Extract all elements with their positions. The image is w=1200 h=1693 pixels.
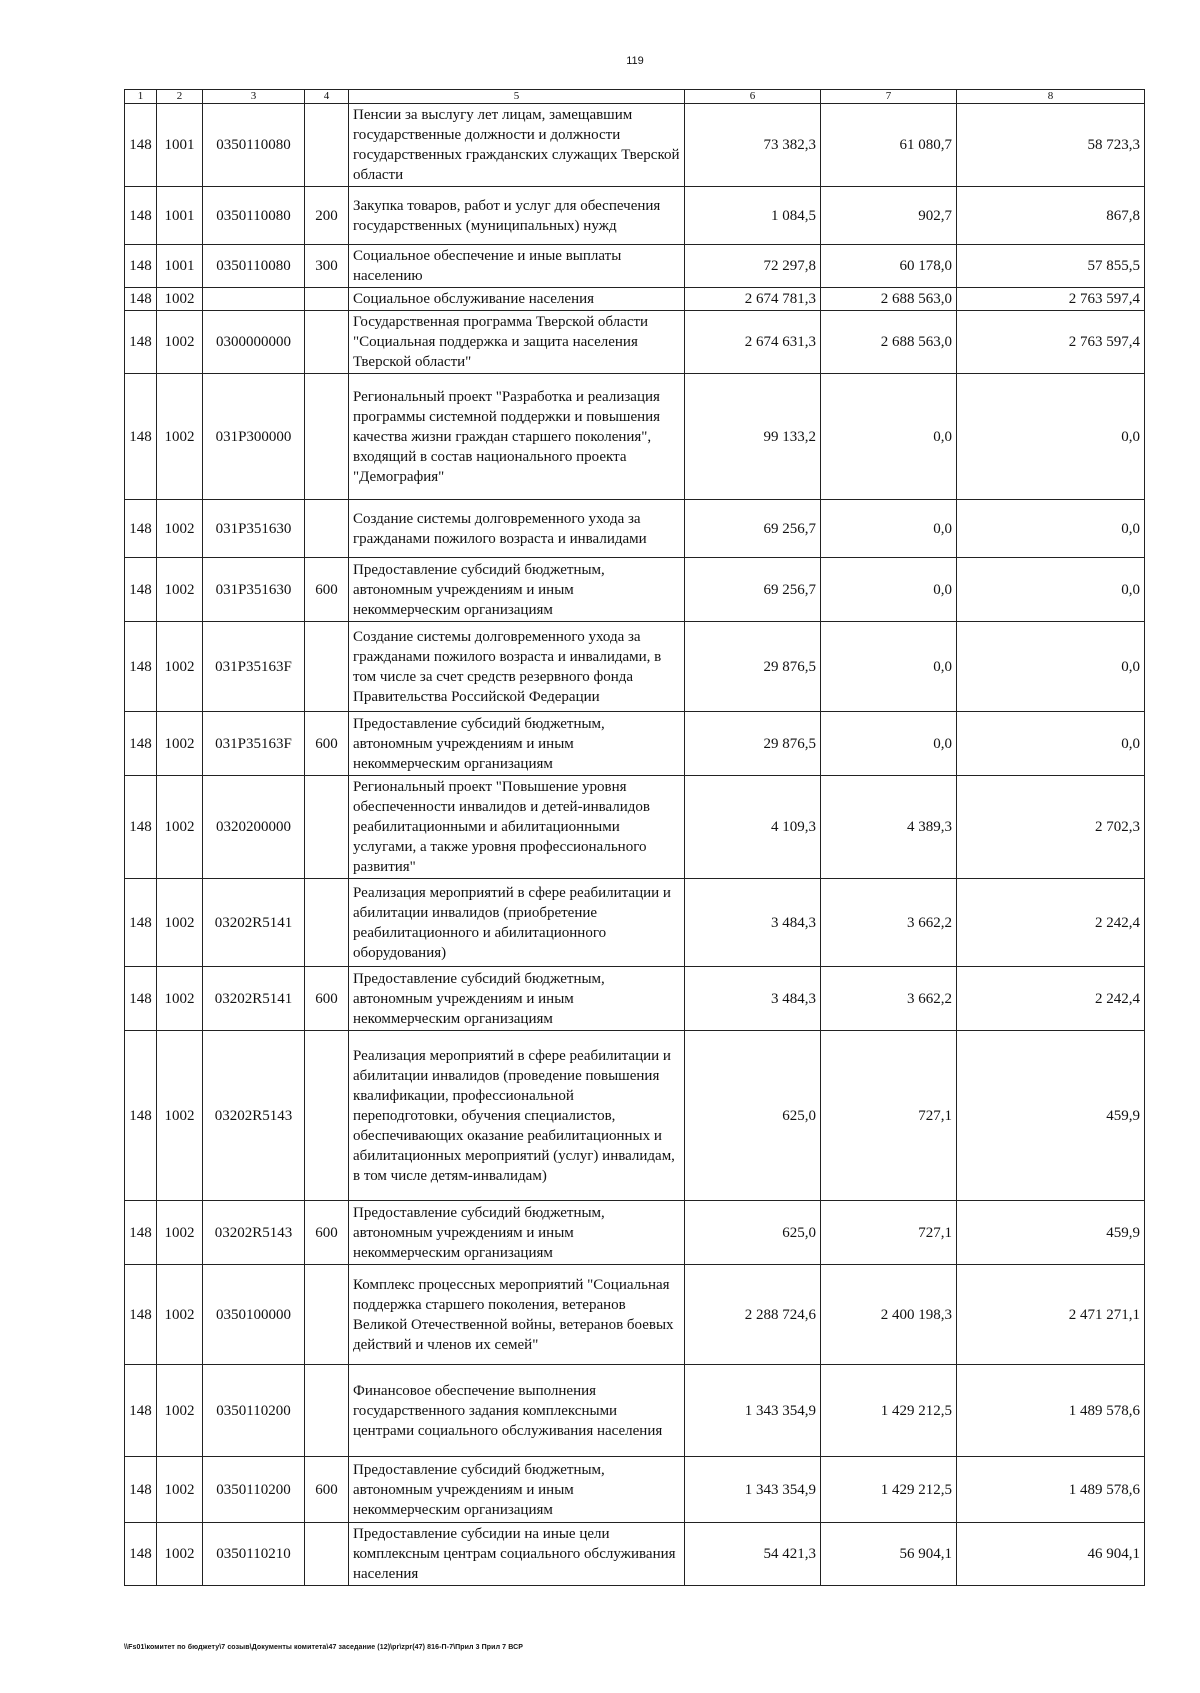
cell-col-1: 148 [125, 712, 157, 776]
cell-col-3: 031P35163F [203, 712, 305, 776]
cell-col-8: 57 855,5 [957, 245, 1145, 288]
cell-col-2: 1002 [157, 1457, 203, 1523]
table-row [125, 500, 1145, 558]
cell-col-2: 1002 [157, 622, 203, 712]
cell-col-8: 0,0 [957, 712, 1145, 776]
cell-col-3: 0350110080 [203, 104, 305, 187]
cell-col-6: 69 256,7 [685, 500, 821, 558]
cell-col-2: 1002 [157, 879, 203, 967]
cell-col-4 [305, 288, 349, 311]
cell-col-1: 148 [125, 879, 157, 967]
cell-col-4 [305, 311, 349, 374]
cell-col-3: 0300000000 [203, 311, 305, 374]
cell-col-3 [203, 288, 305, 311]
cell-col-3: 031P300000 [203, 374, 305, 500]
cell-col-8: 2 763 597,4 [957, 288, 1145, 311]
cell-col-5: Региональный проект "Разработка и реализация программы системной поддержки и повышения качества жизни граждан старшего поколения", входящий в состав национального проекта "Демография" [349, 374, 685, 500]
column-header-6: 6 [685, 90, 821, 104]
cell-col-4 [305, 1365, 349, 1457]
cell-col-2: 1001 [157, 104, 203, 187]
column-header-1: 1 [125, 90, 157, 104]
cell-col-3: 0320200000 [203, 776, 305, 879]
cell-col-3: 03202R5143 [203, 1031, 305, 1201]
cell-col-4: 600 [305, 1201, 349, 1265]
cell-col-5: Создание системы долговременного ухода за гражданами пожилого возраста и инвалидами [349, 500, 685, 558]
cell-col-5: Предоставление субсидии на иные цели комплексным центрам социального обслуживания населения [349, 1523, 685, 1586]
cell-col-3: 0350110080 [203, 245, 305, 288]
cell-col-8: 46 904,1 [957, 1523, 1145, 1586]
cell-col-6: 1 084,5 [685, 187, 821, 245]
cell-col-8: 867,8 [957, 187, 1145, 245]
cell-col-8: 0,0 [957, 622, 1145, 712]
cell-col-1: 148 [125, 1265, 157, 1365]
cell-col-2: 1002 [157, 558, 203, 622]
table-row [125, 245, 1145, 288]
table-body [125, 104, 1145, 1586]
cell-col-2: 1002 [157, 1201, 203, 1265]
table-row [125, 967, 1145, 1031]
cell-col-5: Финансовое обеспечение выполнения государственного задания комплексными центрами социального обслуживания населения [349, 1365, 685, 1457]
cell-col-6: 1 343 354,9 [685, 1457, 821, 1523]
cell-col-7: 2 688 563,0 [821, 311, 957, 374]
cell-col-1: 148 [125, 104, 157, 187]
cell-col-8: 2 471 271,1 [957, 1265, 1145, 1365]
cell-col-5: Социальное обслуживание населения [349, 288, 685, 311]
cell-col-6: 3 484,3 [685, 879, 821, 967]
cell-col-6: 54 421,3 [685, 1523, 821, 1586]
cell-col-5: Предоставление субсидий бюджетным, автономным учреждениям и иным некоммерческим организациям [349, 1201, 685, 1265]
cell-col-4 [305, 104, 349, 187]
cell-col-1: 148 [125, 1201, 157, 1265]
cell-col-2: 1002 [157, 500, 203, 558]
cell-col-1: 148 [125, 288, 157, 311]
cell-col-1: 148 [125, 1031, 157, 1201]
cell-col-7: 2 688 563,0 [821, 288, 957, 311]
cell-col-4: 200 [305, 187, 349, 245]
budget-table [124, 89, 1145, 1586]
cell-col-2: 1002 [157, 311, 203, 374]
cell-col-7: 0,0 [821, 558, 957, 622]
cell-col-4 [305, 879, 349, 967]
cell-col-4: 600 [305, 712, 349, 776]
cell-col-7: 1 429 212,5 [821, 1365, 957, 1457]
cell-col-8: 0,0 [957, 500, 1145, 558]
cell-col-3: 03202R5143 [203, 1201, 305, 1265]
table-row [125, 187, 1145, 245]
table-row [125, 558, 1145, 622]
cell-col-7: 3 662,2 [821, 967, 957, 1031]
table-row [125, 1201, 1145, 1265]
cell-col-7: 902,7 [821, 187, 957, 245]
cell-col-8: 2 242,4 [957, 967, 1145, 1031]
cell-col-8: 0,0 [957, 558, 1145, 622]
table-row [125, 1365, 1145, 1457]
cell-col-3: 031P35163F [203, 622, 305, 712]
column-header-5: 5 [349, 90, 685, 104]
cell-col-2: 1002 [157, 776, 203, 879]
cell-col-2: 1002 [157, 1265, 203, 1365]
cell-col-6: 73 382,3 [685, 104, 821, 187]
cell-col-3: 0350110080 [203, 187, 305, 245]
cell-col-5: Закупка товаров, работ и услуг для обеспечения государственных (муниципальных) нужд [349, 187, 685, 245]
cell-col-1: 148 [125, 187, 157, 245]
cell-col-5: Государственная программа Тверской области "Социальная поддержка и защита населения Тверской области" [349, 311, 685, 374]
page-number: 119 [626, 55, 644, 67]
cell-col-2: 1002 [157, 967, 203, 1031]
cell-col-4 [305, 1031, 349, 1201]
column-header-8: 8 [957, 90, 1145, 104]
cell-col-4 [305, 776, 349, 879]
cell-col-3: 03202R5141 [203, 967, 305, 1031]
cell-col-1: 148 [125, 622, 157, 712]
cell-col-8: 58 723,3 [957, 104, 1145, 187]
cell-col-2: 1002 [157, 374, 203, 500]
cell-col-5: Реализация мероприятий в сфере реабилитации и абилитации инвалидов (проведение повышения квалификации, профессиональной переподготовки, обучения специалистов, обеспечивающих оказание реабилитационных и абилитационных мероприятий (услуг) инвалидам, в том числе детям-инвалидам) [349, 1031, 685, 1201]
cell-col-8: 2 702,3 [957, 776, 1145, 879]
cell-col-1: 148 [125, 967, 157, 1031]
cell-col-4 [305, 500, 349, 558]
cell-col-4 [305, 1523, 349, 1586]
cell-col-5: Предоставление субсидий бюджетным, автономным учреждениям и иным некоммерческим организациям [349, 712, 685, 776]
cell-col-8: 2 242,4 [957, 879, 1145, 967]
table-row [125, 712, 1145, 776]
cell-col-4: 600 [305, 558, 349, 622]
cell-col-2: 1001 [157, 187, 203, 245]
cell-col-6: 2 674 781,3 [685, 288, 821, 311]
cell-col-5: Реализация мероприятий в сфере реабилитации и абилитации инвалидов (приобретение реабилитационного и абилитационного оборудования) [349, 879, 685, 967]
table-row [125, 1457, 1145, 1523]
cell-col-6: 625,0 [685, 1201, 821, 1265]
cell-col-4: 300 [305, 245, 349, 288]
cell-col-6: 3 484,3 [685, 967, 821, 1031]
cell-col-4 [305, 374, 349, 500]
cell-col-5: Комплекс процессных мероприятий "Социальная поддержка старшего поколения, ветеранов Великой Отечественной войны, ветеранов боевых действий и членов их семей" [349, 1265, 685, 1365]
cell-col-1: 148 [125, 374, 157, 500]
cell-col-6: 2 674 631,3 [685, 311, 821, 374]
cell-col-2: 1002 [157, 1523, 203, 1586]
cell-col-5: Региональный проект "Повышение уровня обеспеченности инвалидов и детей-инвалидов реабилитационными и абилитационными услугами, а также уровня профессионального развития" [349, 776, 685, 879]
cell-col-3: 0350110210 [203, 1523, 305, 1586]
cell-col-7: 0,0 [821, 622, 957, 712]
cell-col-2: 1002 [157, 1031, 203, 1201]
footer-file-path: \\Fs01\комитет по бюджету\7 созыв\Документы комитета\47 заседание (12)\pr\zpr(47) 816-П-7\Прил 3 Прил 7 ВСР [124, 1644, 524, 1651]
cell-col-6: 29 876,5 [685, 622, 821, 712]
cell-col-7: 0,0 [821, 500, 957, 558]
table-row [125, 1523, 1145, 1586]
cell-col-1: 148 [125, 1365, 157, 1457]
table-row [125, 622, 1145, 712]
cell-col-2: 1001 [157, 245, 203, 288]
cell-col-7: 0,0 [821, 374, 957, 500]
cell-col-5: Пенсии за выслугу лет лицам, замещавшим государственные должности и должности государственных гражданских служащих Тверской области [349, 104, 685, 187]
cell-col-3: 0350110200 [203, 1365, 305, 1457]
cell-col-3: 031P351630 [203, 500, 305, 558]
cell-col-7: 60 178,0 [821, 245, 957, 288]
cell-col-4 [305, 622, 349, 712]
cell-col-2: 1002 [157, 288, 203, 311]
cell-col-5: Социальное обеспечение и иные выплаты населению [349, 245, 685, 288]
cell-col-7: 61 080,7 [821, 104, 957, 187]
cell-col-8: 459,9 [957, 1031, 1145, 1201]
cell-col-6: 72 297,8 [685, 245, 821, 288]
table-row [125, 104, 1145, 187]
table-row [125, 374, 1145, 500]
cell-col-5: Предоставление субсидий бюджетным, автономным учреждениям и иным некоммерческим организациям [349, 558, 685, 622]
cell-col-1: 148 [125, 500, 157, 558]
cell-col-1: 148 [125, 558, 157, 622]
column-header-2: 2 [157, 90, 203, 104]
cell-col-3: 0350110200 [203, 1457, 305, 1523]
cell-col-1: 148 [125, 776, 157, 879]
cell-col-8: 0,0 [957, 374, 1145, 500]
cell-col-5: Предоставление субсидий бюджетным, автономным учреждениям и иным некоммерческим организациям [349, 967, 685, 1031]
cell-col-6: 1 343 354,9 [685, 1365, 821, 1457]
cell-col-7: 727,1 [821, 1201, 957, 1265]
cell-col-8: 459,9 [957, 1201, 1145, 1265]
cell-col-7: 56 904,1 [821, 1523, 957, 1586]
cell-col-6: 99 133,2 [685, 374, 821, 500]
cell-col-1: 148 [125, 1457, 157, 1523]
cell-col-7: 4 389,3 [821, 776, 957, 879]
cell-col-2: 1002 [157, 1365, 203, 1457]
cell-col-7: 727,1 [821, 1031, 957, 1201]
cell-col-3: 0350100000 [203, 1265, 305, 1365]
cell-col-3: 031P351630 [203, 558, 305, 622]
cell-col-6: 69 256,7 [685, 558, 821, 622]
cell-col-6: 625,0 [685, 1031, 821, 1201]
cell-col-1: 148 [125, 1523, 157, 1586]
cell-col-3: 03202R5141 [203, 879, 305, 967]
table-row [125, 288, 1145, 311]
cell-col-4: 600 [305, 967, 349, 1031]
column-header-4: 4 [305, 90, 349, 104]
cell-col-7: 2 400 198,3 [821, 1265, 957, 1365]
cell-col-1: 148 [125, 245, 157, 288]
cell-col-6: 29 876,5 [685, 712, 821, 776]
cell-col-8: 1 489 578,6 [957, 1457, 1145, 1523]
cell-col-7: 3 662,2 [821, 879, 957, 967]
cell-col-2: 1002 [157, 712, 203, 776]
cell-col-4: 600 [305, 1457, 349, 1523]
column-header-3: 3 [203, 90, 305, 104]
cell-col-8: 2 763 597,4 [957, 311, 1145, 374]
cell-col-4 [305, 1265, 349, 1365]
table-row [125, 1265, 1145, 1365]
table-row [125, 879, 1145, 967]
table-row [125, 311, 1145, 374]
cell-col-5: Создание системы долговременного ухода за гражданами пожилого возраста и инвалидами, в том числе за счет средств резервного фонда Правительства Российской Федерации [349, 622, 685, 712]
cell-col-8: 1 489 578,6 [957, 1365, 1145, 1457]
cell-col-1: 148 [125, 311, 157, 374]
column-header-7: 7 [821, 90, 957, 104]
cell-col-7: 1 429 212,5 [821, 1457, 957, 1523]
cell-col-7: 0,0 [821, 712, 957, 776]
header-row [125, 90, 1145, 104]
table-row [125, 1031, 1145, 1201]
cell-col-6: 4 109,3 [685, 776, 821, 879]
cell-col-5: Предоставление субсидий бюджетным, автономным учреждениям и иным некоммерческим организациям [349, 1457, 685, 1523]
cell-col-6: 2 288 724,6 [685, 1265, 821, 1365]
table-row [125, 776, 1145, 879]
